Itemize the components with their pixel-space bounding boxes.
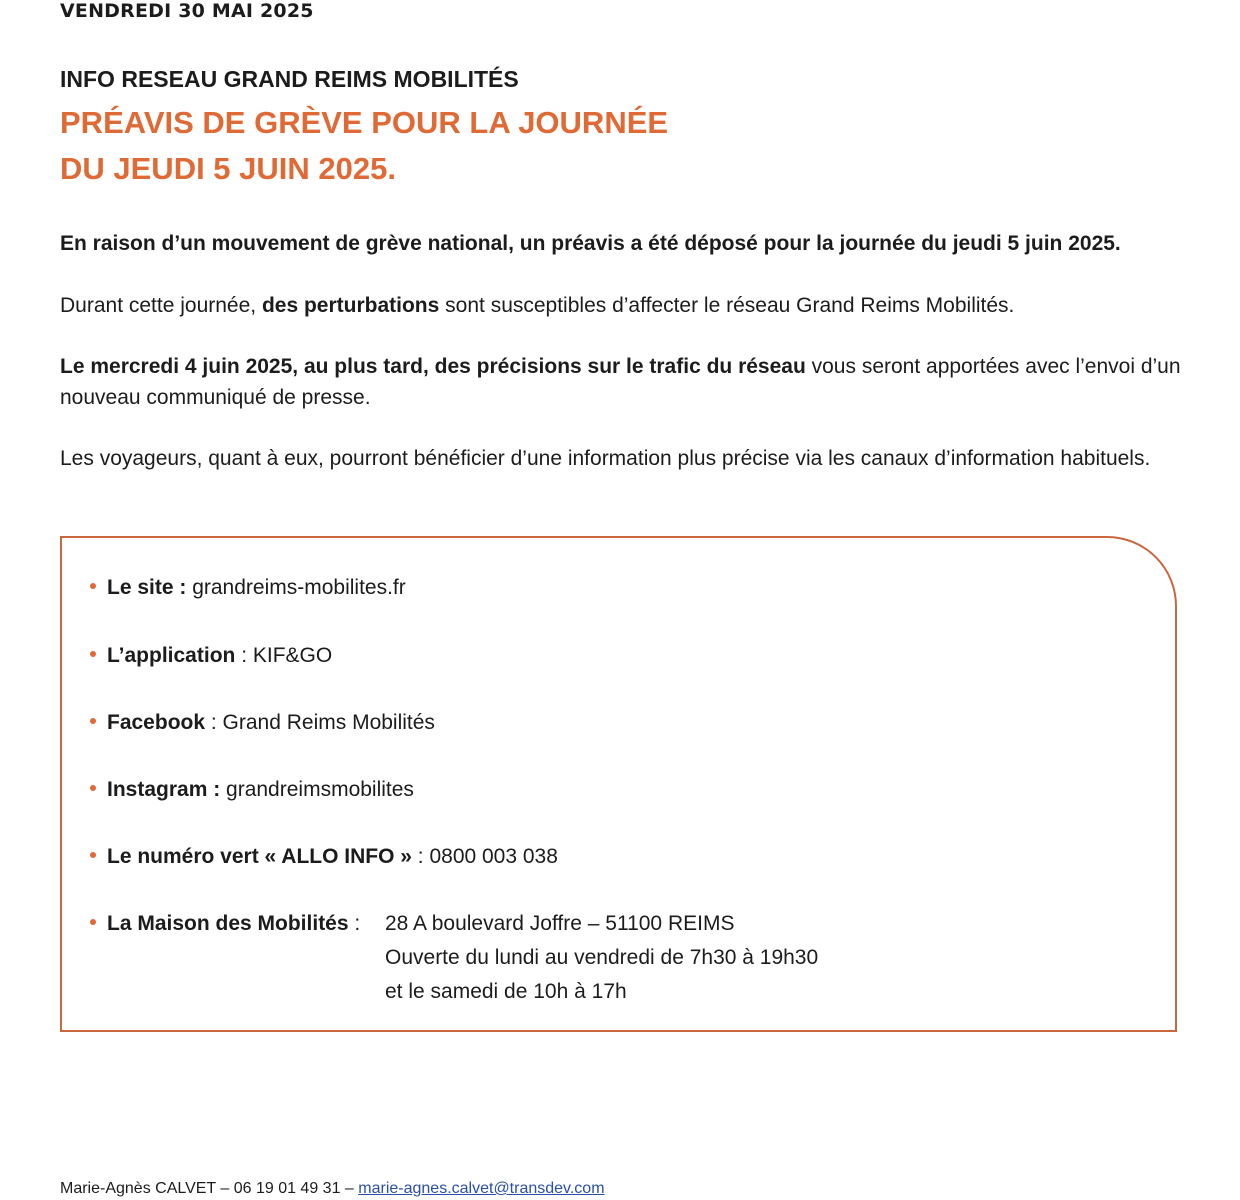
bullet-icon <box>90 718 96 724</box>
bullet-icon <box>90 583 96 589</box>
paragraph-travellers: Les voyageurs, quant à eux, pourront bénéficier d’une information plus précise via les canaux d’information habituels. <box>60 447 1151 470</box>
press-contact: Marie-Agnès CALVET – 06 19 01 49 31 – <box>60 1180 359 1197</box>
paragraph-update-text: vous seront apportées avec l’envoi d’un nouveau communiqué de presse. <box>60 355 1181 409</box>
paragraph-strike-notice: En raison d’un mouvement de grève national, un préavis a été déposé pour la journée du jeudi 5 juin 2025. <box>60 232 1121 255</box>
paragraph-disruptions-text-c: sont susceptibles d’affecter le réseau Grand Reims Mobilités. <box>439 294 1015 317</box>
bullet-icon <box>90 919 96 925</box>
agency-hours-saturday: et le samedi de 10h à 17h <box>385 980 627 1003</box>
channel-item-website <box>90 571 406 605</box>
channel-value: : 0800 003 038 <box>411 845 558 868</box>
paragraph-disruptions <box>60 290 1190 321</box>
channel-label: L’application <box>107 644 236 667</box>
channel-value: grandreimsmobilites <box>226 778 414 801</box>
bullet-icon <box>90 852 96 858</box>
channel-item-instagram <box>90 773 414 807</box>
headline-line-2: DU JEUDI 5 JUIN 2025. <box>60 151 396 186</box>
press-contact-footer <box>60 1180 605 1198</box>
headline <box>60 100 668 192</box>
agency-address <box>385 907 818 1009</box>
paragraph-update-announcement <box>60 351 1190 413</box>
paragraph-update-emphasis: Le mercredi 4 juin 2025, au plus tard, des précisions sur le trafic du réseau <box>60 355 806 378</box>
agency-hours-weekdays: Ouverte du lundi au vendredi de 7h30 à 19h30 <box>385 946 819 969</box>
channel-label: Instagram : <box>107 778 227 801</box>
channel-item-facebook <box>90 706 435 740</box>
channel-item-hotline <box>90 840 558 874</box>
channel-label: Le numéro vert « ALLO INFO » <box>107 845 412 868</box>
channel-value: grandreims-mobilites.fr <box>192 576 406 599</box>
press-contact-email-link[interactable]: marie-agnes.calvet@transdev.com <box>358 1180 605 1197</box>
channel-label: La Maison des Mobilités <box>107 912 349 935</box>
bullet-icon <box>90 785 96 791</box>
channel-item-app <box>90 639 332 673</box>
channel-label: Le site : <box>107 576 193 599</box>
headline-line-1: PRÉAVIS DE GRÈVE POUR LA JOURNÉE <box>60 105 669 140</box>
agency-address-line-1: 28 A boulevard Joffre – 51100 REIMS <box>385 912 735 935</box>
channel-label: Facebook <box>107 711 206 734</box>
channel-value: : Grand Reims Mobilités <box>205 711 435 734</box>
channel-value: : <box>348 912 361 935</box>
channel-value: : KIF&GO <box>235 644 333 667</box>
information-channels-box <box>60 536 1177 1032</box>
info-kicker: INFO RESEAU GRAND REIMS MOBILITÉS <box>60 66 519 92</box>
bullet-icon <box>90 651 96 657</box>
paragraph-disruptions-text-a: Durant cette journée, <box>60 294 262 317</box>
paragraph-disruptions-emphasis: des perturbations <box>261 294 440 317</box>
channel-item-agency <box>90 907 360 941</box>
document-date: VENDREDI 30 MAI 2025 <box>60 0 314 22</box>
